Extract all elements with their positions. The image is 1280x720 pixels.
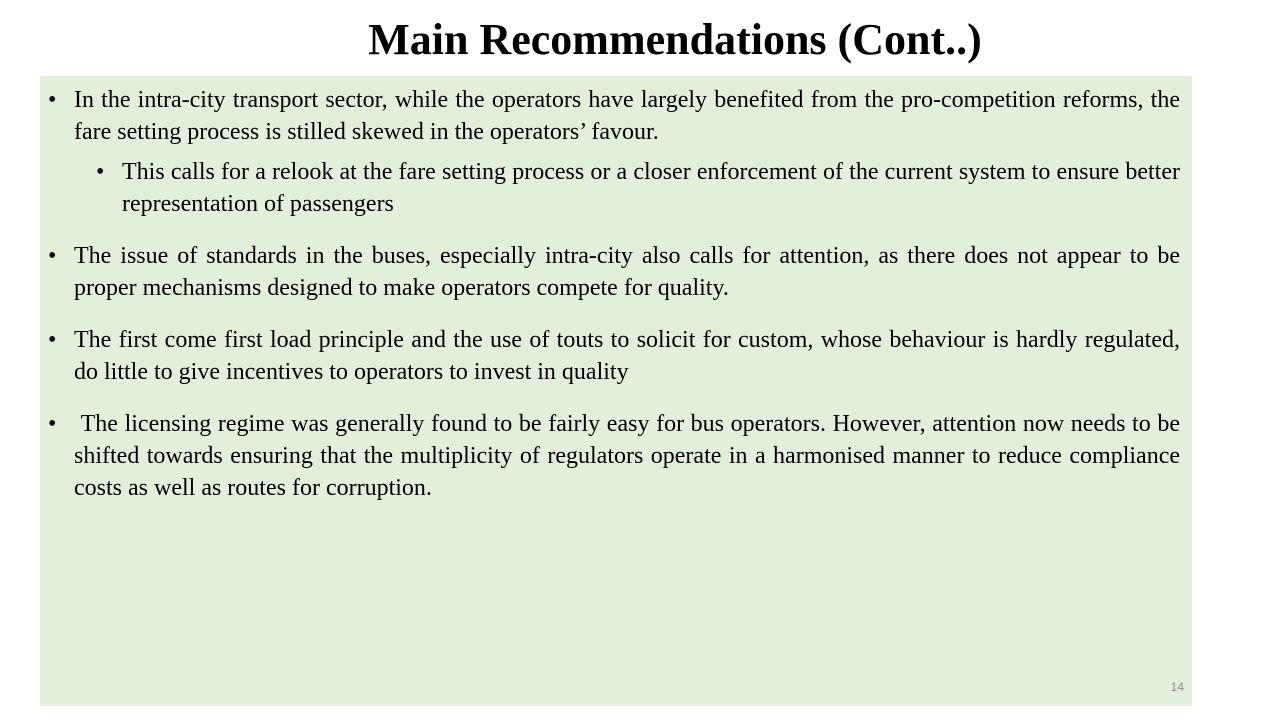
sub-bullet-text: This calls for a relook at the fare setting process or a closer enforcement of the current system to ensure better representation of passengers: [122, 159, 1180, 217]
bullet-list: [48, 84, 1187, 504]
content-box: [40, 76, 1192, 706]
bullet-mark: •: [48, 243, 57, 269]
bullet-item: [48, 408, 1187, 504]
bullet-item: [48, 84, 1180, 220]
bullet-mark: •: [96, 159, 105, 185]
bullet-text: In the intra-city transport sector, while the operators have largely benefited from the pro-competition reforms, the fare setting process is stilled skewed in the operators’ favour.: [74, 87, 1180, 145]
bullet-text: The issue of standards in the buses, especially intra-city also calls for attention, as there does not appear to be proper mechanisms designed to make operators compete for quality.: [74, 243, 1180, 301]
sub-bullet-list: [74, 156, 1180, 220]
bullet-text: The licensing regime was generally found to be fairly easy for bus operators. However, attention now needs to be shifted towards ensuring that the multiplicity of regulators operate in a harmonised manner to reduce compliance costs as well as routes for corruption.: [74, 411, 1187, 501]
bullet-item: [48, 240, 1180, 304]
sub-bullet-item: [96, 156, 1180, 220]
slide-number: 14: [1170, 680, 1184, 694]
slide-title: Main Recommendations (Cont..): [368, 15, 982, 64]
bullet-mark: •: [48, 327, 57, 353]
bullet-text: The first come first load principle and the use of touts to solicit for custom, whose behaviour is hardly regulated, do little to give incentives to operators to invest in quality: [74, 327, 1180, 385]
bullet-item: [48, 324, 1180, 388]
bullet-mark: •: [48, 87, 57, 113]
bullet-mark: •: [48, 411, 57, 437]
